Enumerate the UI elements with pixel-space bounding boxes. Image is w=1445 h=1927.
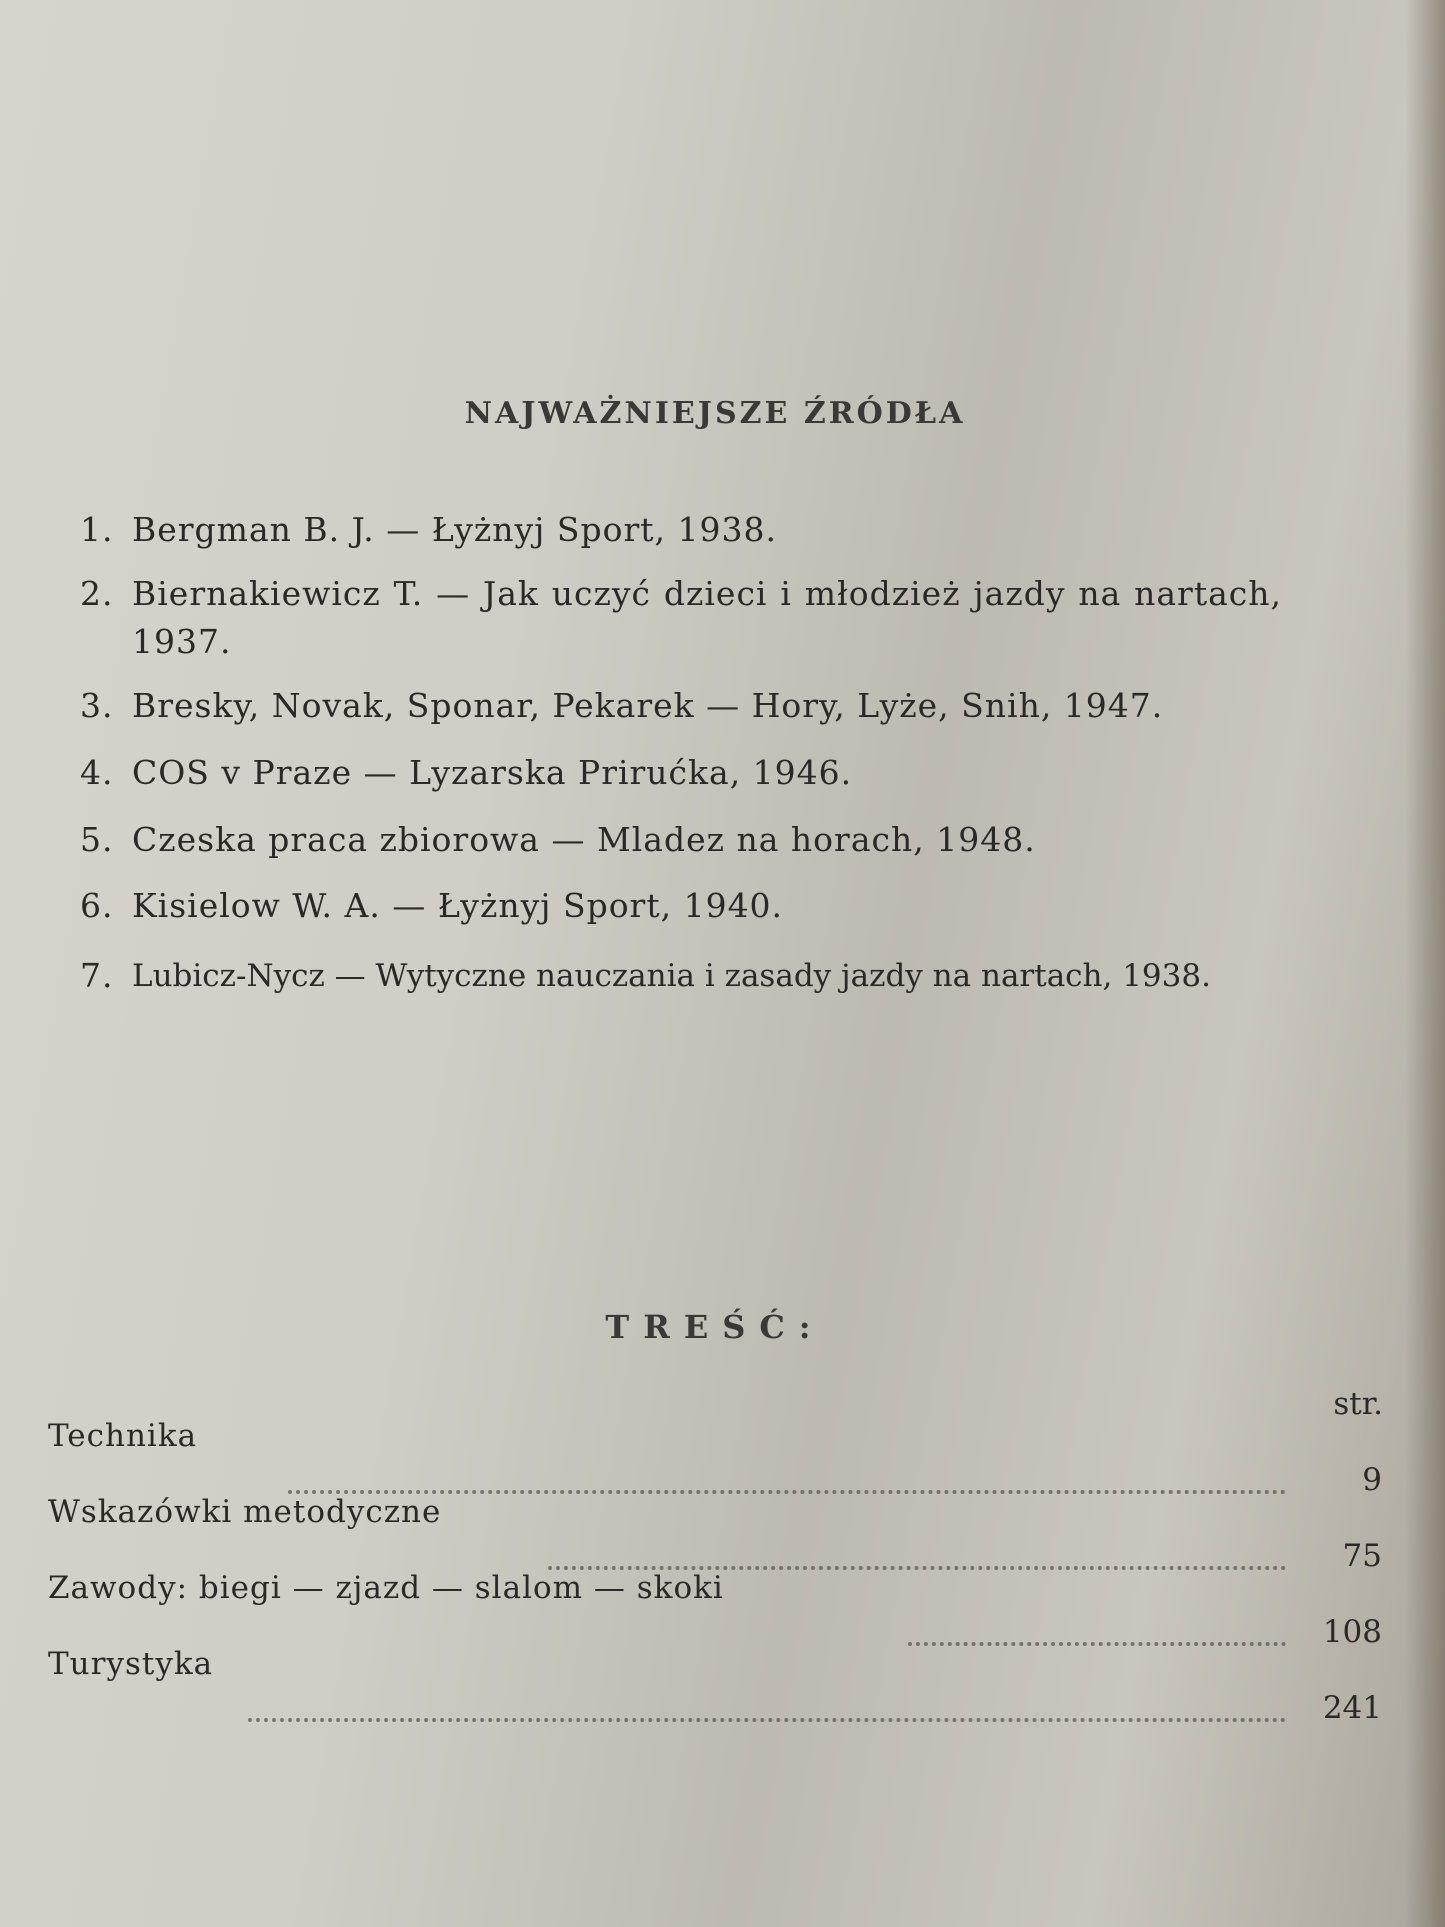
toc-leader-dots [908,1612,1286,1646]
page-spine-shadow [1405,0,1445,1927]
toc-row [48,1646,1382,1736]
source-text: Kisielow W. A. — Łyżnyj Sport, 1940. [132,886,784,925]
contents-heading: TREŚĆ: [605,1308,825,1346]
toc-title: Wskazówki metodyczne [48,1494,442,1530]
toc-leader-dots [288,1460,1286,1494]
source-number: 7. [80,956,114,995]
source-text: Lubicz-Nycz — Wytyczne nauczania i zasady jazdy na nartach, 1938. [132,958,1211,994]
source-number: 3. [80,686,114,725]
toc-leader-dots [548,1536,1286,1570]
source-text: Biernakiewicz T. — Jak uczyć dzieci i młodzież jazdy na nartach, 1937. [132,574,1282,661]
source-text: COS v Praze — Lyzarska Prirućka, 1946. [132,753,853,792]
toc-page-number: 75 [1342,1538,1382,1574]
source-number: 5. [80,820,114,859]
toc-title: Turystyka [48,1646,214,1682]
source-text: Bergman B. J. — Łyżnyj Sport, 1938. [132,510,777,549]
toc-page-number: 241 [1322,1690,1382,1726]
toc-leader-dots [248,1688,1286,1722]
source-number: 6. [80,886,114,925]
source-number: 4. [80,753,114,792]
sources-heading: NAJWAŻNIEJSZE ŹRÓDŁA [464,396,966,431]
source-number: 1. [80,510,114,549]
page-column-label: str. [1333,1386,1383,1422]
source-text: Czeska praca zbiorowa — Mladez na horach, 1948. [132,820,1036,859]
toc-page-number: 9 [1362,1462,1382,1498]
toc-title: Technika [48,1418,198,1454]
toc-title: Zawody: biegi — zjazd — slalom — skoki [48,1570,724,1606]
toc-page-number: 108 [1322,1614,1382,1650]
source-text: Bresky, Novak, Sponar, Pekarek — Hory, Lyże, Snih, 1947. [132,686,1164,725]
source-number: 2. [80,574,114,613]
